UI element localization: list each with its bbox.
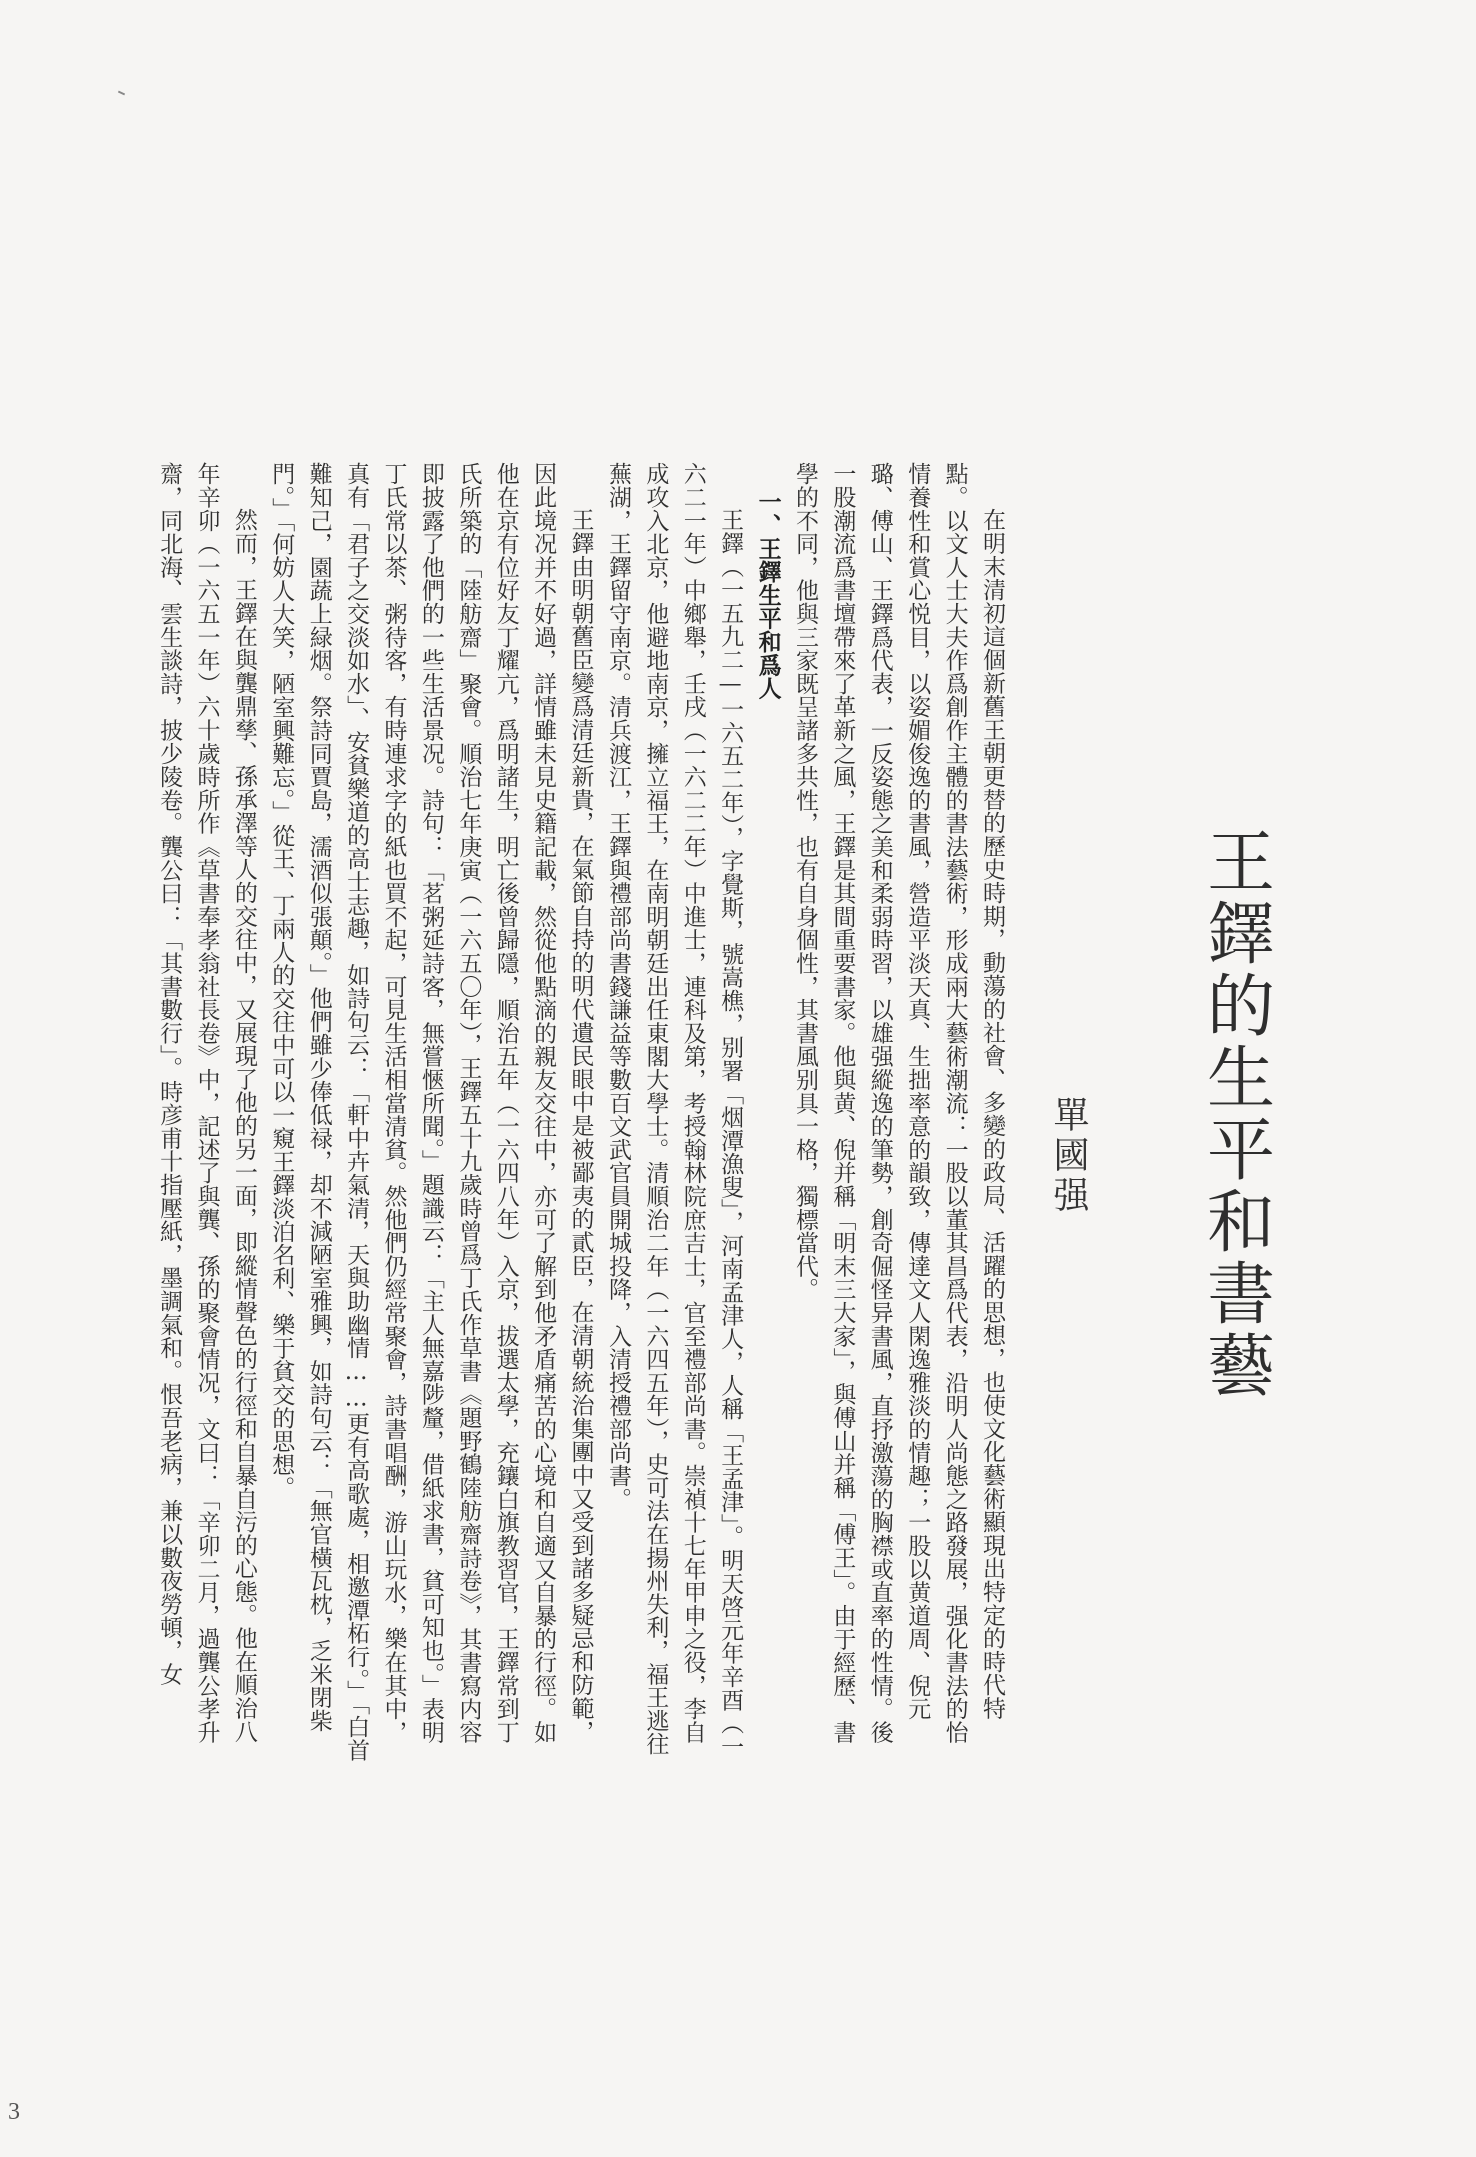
article-body bbox=[140, 462, 1010, 1762]
body-paragraph-1: 王鐸（一五九二—一六五二年），字覺斯，號嵩樵，别署「烟潭漁叟」，河南孟津人，人稱「王孟津」。明天啓元年辛酉（一六二一年）中鄉舉，壬戌（一六二二年）中進士，連科及第，考授翰林院庶吉士，官至禮部尚書。崇禎十七年甲申之役，李自成攻入北京，他避地南京，擁立福王，在南明朝廷出任東閣大學士。清順治二年（一六四五年），史可法在揚州失利，福王逃往蕪湖，王鐸留守南京。清兵渡江，王鐸與禮部尚書錢謙益等數百文武官員開城投降，入清授禮部尚書。 bbox=[604, 462, 744, 1758]
body-paragraph-3: 然而，王鐸在與龔鼎孳、孫承澤等人的交往中，又展現了他的另一面，即縱情聲色的行徑和自暴自污的心態。他在順治八年辛卯（一六五一年）六十歲時所作《草書奉孝翁社長卷》中，記述了與龔、孫的聚會情况，文曰：「辛卯二月，過龔公孝升齋，同北海、雲生談詩，披少陵卷。龔公曰：「其書數行」。時彦甫十指壓紙，墨調氣和。恨吾老病，兼以數夜勞頓，女 bbox=[156, 462, 257, 1744]
intro-paragraph: 在明末清初這個新舊王朝更替的歷史時期，動蕩的社會、多變的政局、活躍的思想，也使文化藝術顯現出特定的時代特點。以文人士大夫作爲創作主體的書法藝術，形成兩大藝術潮流：一股以董其昌爲代表，沿明人尚態之路發展，强化書法的怡情養性和賞心悦目，以姿媚俊逸的書風，營造平淡天真、生拙率意的韻致，傳達文人閑逸雅淡的情趣；一股以黄道周、倪元璐、傅山、王鐸爲代表，一反姿態之美和柔弱時習，以雄强縱逸的筆勢，創奇倔怪异書風，直抒激蕩的胸襟或直率的性情。後一股潮流爲書壇帶來了革新之風，王鐸是其間重要書家。他與黄、倪并稱「明末三大家」，與傅山并稱「傅王」。由于經歷、書學的不同，他與三家既呈諸多共性，也有自身個性，其書風别具一格，獨標當代。 bbox=[791, 462, 1005, 1744]
article-title: 王鐸的生平和書藝 bbox=[1195, 826, 1275, 1402]
page-number: 3 bbox=[8, 2099, 20, 2125]
scan-speck bbox=[118, 91, 125, 96]
body-paragraph-2: 王鐸由明朝舊臣變爲清廷新貴，在氣節自持的明代遺民眼中是被鄙夷的貳臣，在清朝統治集團中又受到諸多疑忌和防範，因此境况并不好過，詳情雖未見史籍記載，然從他點滴的親友交往中，亦可了解到他矛盾痛苦的心境和自適又自暴的行徑。如他在京有位好友丁耀亢，爲明諸生，明亡後曾歸隱，順治五年（一六四八年）入京，拔選太學，充鑲白旗教習官，王鐸常到丁氏所築的「陸舫齋」聚會。順治七年庚寅（一六五〇年），王鐸五十九歲時曾爲丁氏作草書《題野鶴陸舫齋詩卷》，其書寫内容即披露了他們的一些生活景况。詩句：「茗粥延詩客，無嘗愜所聞。」題識云：「主人無嘉陟釐，借紙求書，貧可知也。」表明丁氏常以茶、粥待客，有時連求字的紙也買不起，可見生活相當清貧。然他們仍經常聚會，詩書唱酬，游山玩水，樂在其中，真有「君子之交淡如水」、安貧樂道的高士志趣，如詩句云：「軒中卉氣清，天與助幽情……更有高歌處，相邀潭柘行。」「白首難知己，園蔬上緑烟。祭詩同賈島，濡酒似張顛。」他們雖少俸低禄，却不減陋室雅興，如詩句云：「無官橫瓦枕，乏米閉柴門。」「何妨人大笑，陋室興難忘。」從王、丁兩人的交往中可以一窺王鐸淡泊名利、樂于貧交的思想。 bbox=[268, 462, 594, 1762]
section-heading: 一、王鐸生平和爲人 bbox=[754, 489, 781, 700]
author-byline: 單國强 bbox=[1048, 1096, 1089, 1216]
